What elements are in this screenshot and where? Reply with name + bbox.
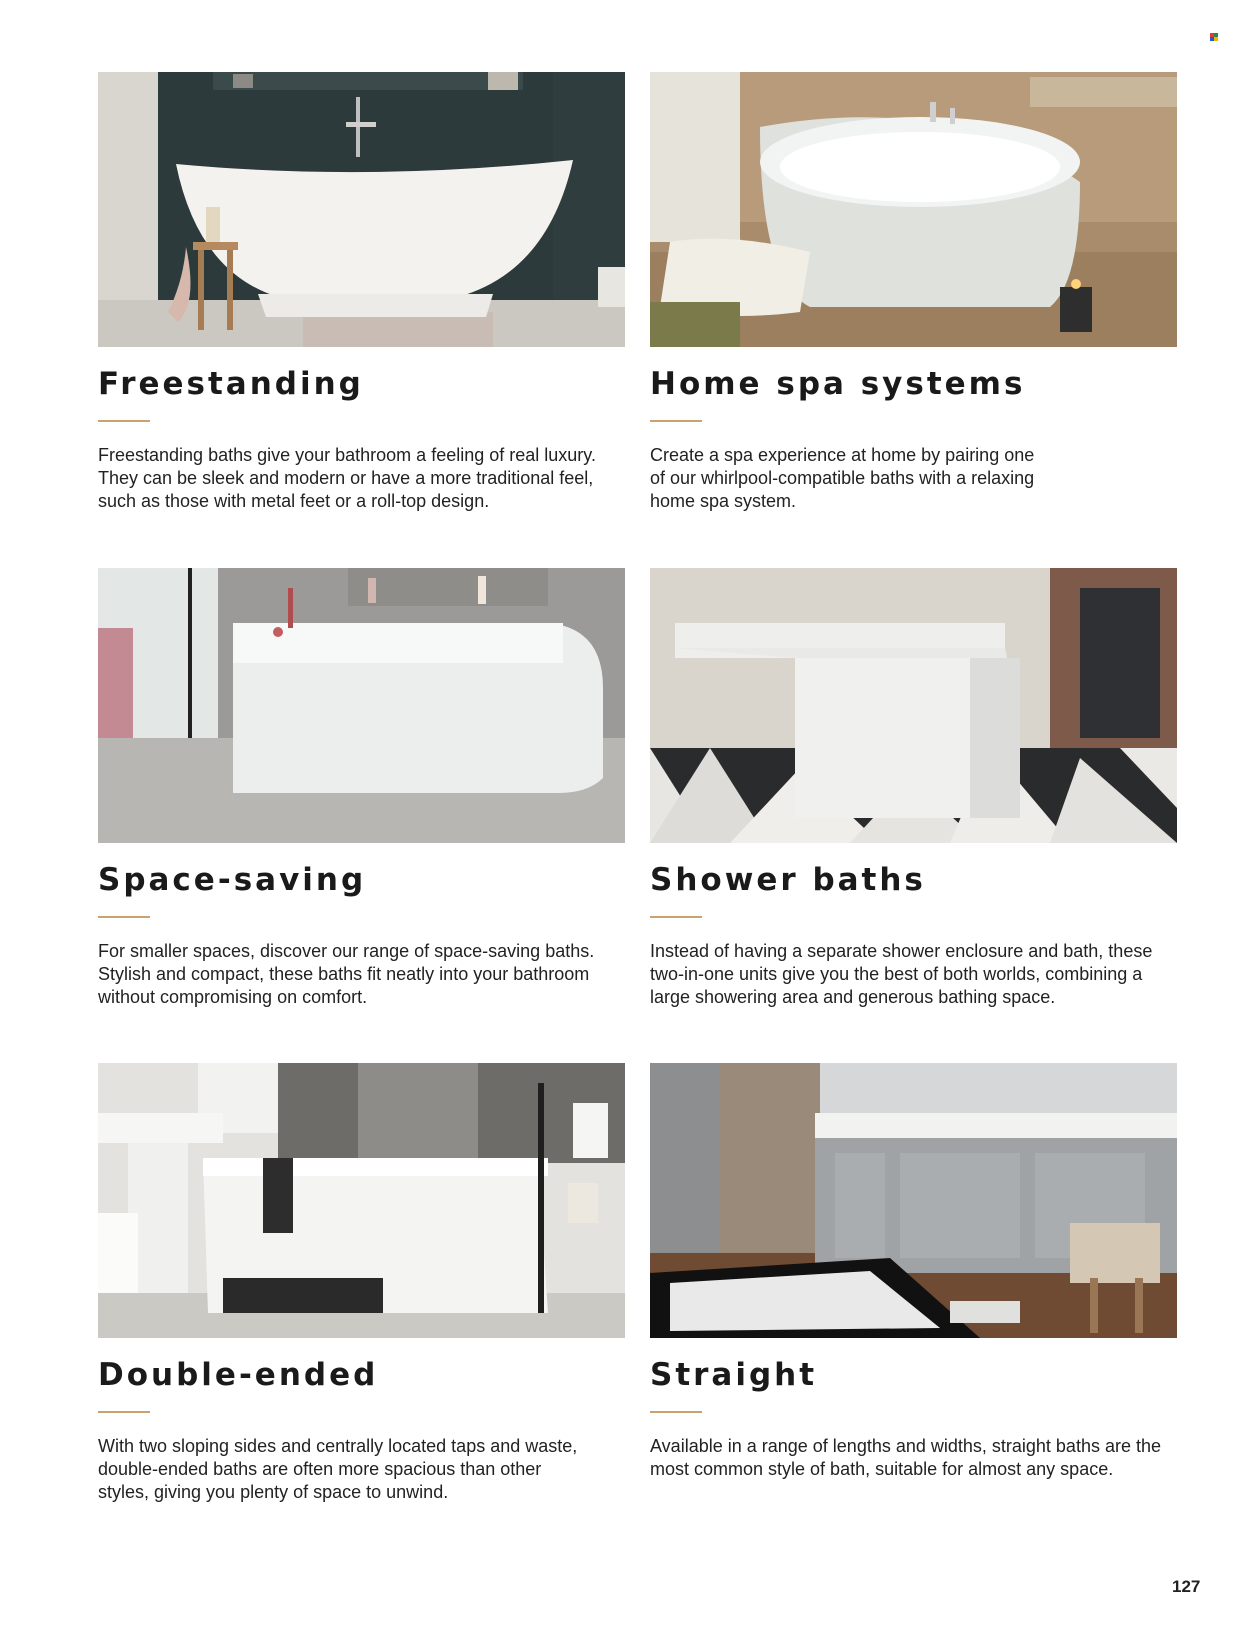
card-title: Shower baths [650, 862, 926, 898]
card-description [650, 444, 1190, 513]
description-line: without compromising on comfort. [98, 987, 368, 1007]
card-description [650, 940, 1190, 1009]
double-ended-bath-photo [98, 1063, 625, 1338]
card-description [650, 1435, 1190, 1481]
accent-rule [650, 420, 702, 422]
description-line: large showering area and generous bathing space. [650, 987, 1056, 1007]
description-line: home spa system. [650, 491, 797, 511]
description-line: They can be sleek and modern or have a more traditional feel, [98, 468, 594, 488]
description-line: Available in a range of lengths and widths, straight baths are the [650, 1436, 1161, 1456]
card-title: Double-ended [98, 1357, 379, 1393]
description-line: styles, giving you plenty of space to unwind. [98, 1482, 449, 1502]
description-line: two-in-one units give you the best of both worlds, combining a [650, 964, 1143, 984]
description-line: Create a spa experience at home by pairing one [650, 445, 1035, 465]
card-description [98, 940, 638, 1009]
accent-rule [98, 916, 150, 918]
brand-logo [1210, 33, 1218, 41]
description-line: of our whirlpool-compatible baths with a relaxing [650, 468, 1035, 488]
card-title: Space-saving [98, 862, 367, 898]
card-description [98, 1435, 638, 1504]
card-description [98, 444, 638, 513]
description-line: such as those with metal feet or a roll-top design. [98, 491, 490, 511]
description-line: Freestanding baths give your bathroom a feeling of real luxury. [98, 445, 596, 465]
accent-rule [98, 420, 150, 422]
page-number: 127 [1172, 1577, 1201, 1596]
description-line: most common style of bath, suitable for almost any space. [650, 1459, 1114, 1479]
description-line: Stylish and compact, these baths fit neatly into your bathroom [98, 964, 590, 984]
space-saving-bath-photo [98, 568, 625, 843]
description-line: For smaller spaces, discover our range of space-saving baths. [98, 941, 595, 961]
description-line: double-ended baths are often more spacious than other [98, 1459, 542, 1479]
accent-rule [650, 916, 702, 918]
card-title: Freestanding [98, 366, 364, 402]
straight-bath-photo [650, 1063, 1177, 1338]
description-line: Instead of having a separate shower enclosure and bath, these [650, 941, 1153, 961]
home-spa-bath-photo [650, 72, 1177, 347]
accent-rule [650, 1411, 702, 1413]
card-title: Home spa systems [650, 366, 1026, 402]
freestanding-bath-photo [98, 72, 625, 347]
card-title: Straight [650, 1357, 818, 1393]
accent-rule [98, 1411, 150, 1413]
description-line: With two sloping sides and centrally located taps and waste, [98, 1436, 578, 1456]
shower-bath-photo [650, 568, 1177, 843]
